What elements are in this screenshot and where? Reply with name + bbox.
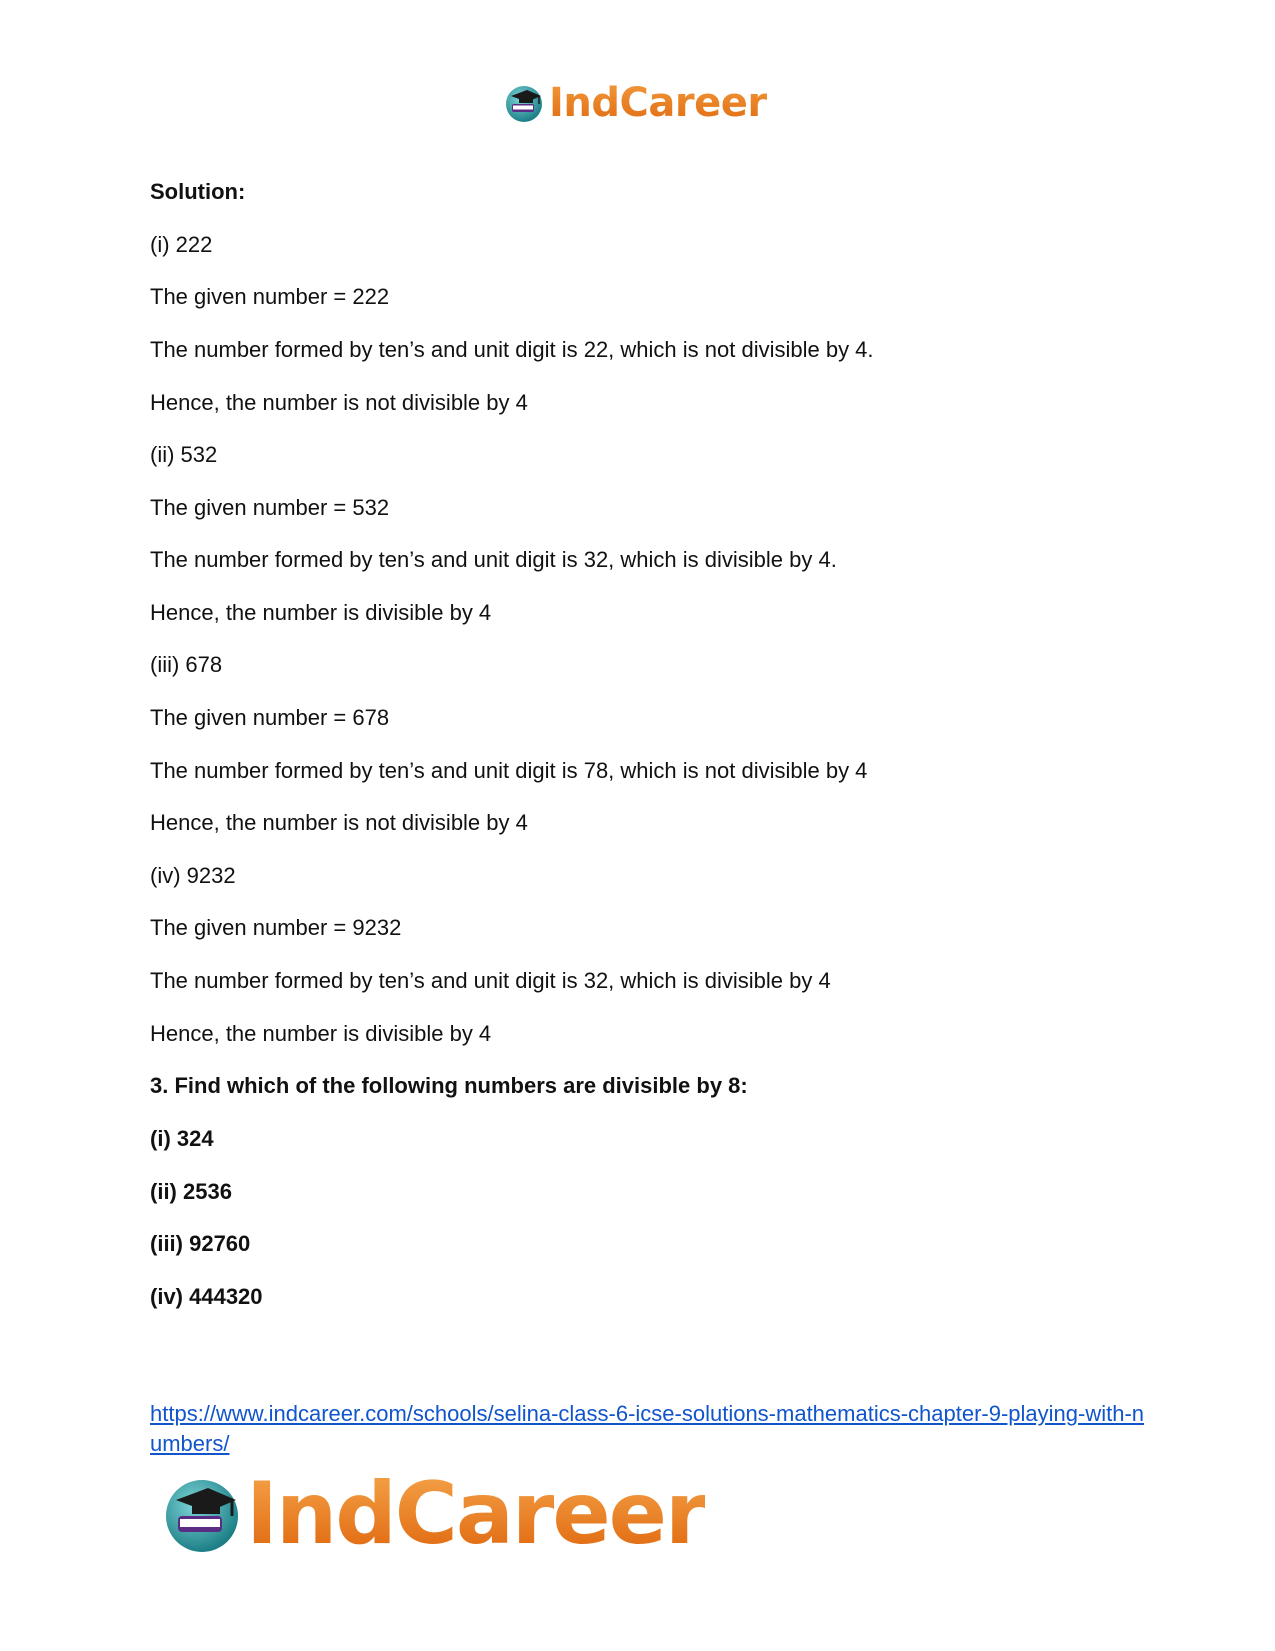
text-line: The number formed by ten’s and unit digit is 32, which is divisible by 4. <box>150 547 837 572</box>
text-line: The number formed by ten’s and unit digit is 32, which is divisible by 4 <box>150 968 831 993</box>
brand-name: IndCareer <box>549 80 767 126</box>
question-item: (ii) 2536 <box>150 1179 232 1204</box>
question-item: (iv) 444320 <box>150 1284 263 1309</box>
text-line: Hence, the number is divisible by 4 <box>150 600 492 625</box>
solution-heading: Solution: <box>150 179 246 204</box>
text-line: Hence, the number is not divisible by 4 <box>150 390 528 415</box>
text-line: The given number = 532 <box>150 495 390 520</box>
graduation-cap-book-globe-icon <box>503 82 545 124</box>
text-line: (iii) 678 <box>150 652 223 677</box>
text-line: The given number = 222 <box>150 284 390 309</box>
header-logo <box>503 80 767 126</box>
brand-name: IndCareer <box>246 1464 706 1564</box>
text-line: (i) 222 <box>150 232 213 257</box>
source-link[interactable]: https://www.indcareer.com/schools/selina-class-6-icse-solutions-mathematics-chapter-9-playing-with-numbers/ <box>150 1401 1145 1456</box>
graduation-cap-book-globe-icon <box>160 1472 244 1556</box>
text-line: Hence, the number is not divisible by 4 <box>150 810 528 835</box>
text-line: Hence, the number is divisible by 4 <box>150 1021 492 1046</box>
text-line: The number formed by ten’s and unit digit is 78, which is not divisible by 4 <box>150 758 868 783</box>
footer-logo <box>160 1464 706 1564</box>
text-line: (iv) 9232 <box>150 863 236 888</box>
text-line: The number formed by ten’s and unit digit is 22, which is not divisible by 4. <box>150 337 874 362</box>
text-line: The given number = 9232 <box>150 915 402 940</box>
text-line: The given number = 678 <box>150 705 390 730</box>
question-item: (i) 324 <box>150 1126 214 1151</box>
question-item: (iii) 92760 <box>150 1231 251 1256</box>
text-line: (ii) 532 <box>150 442 218 467</box>
question-heading: 3. Find which of the following numbers are divisible by 8: <box>150 1073 748 1098</box>
